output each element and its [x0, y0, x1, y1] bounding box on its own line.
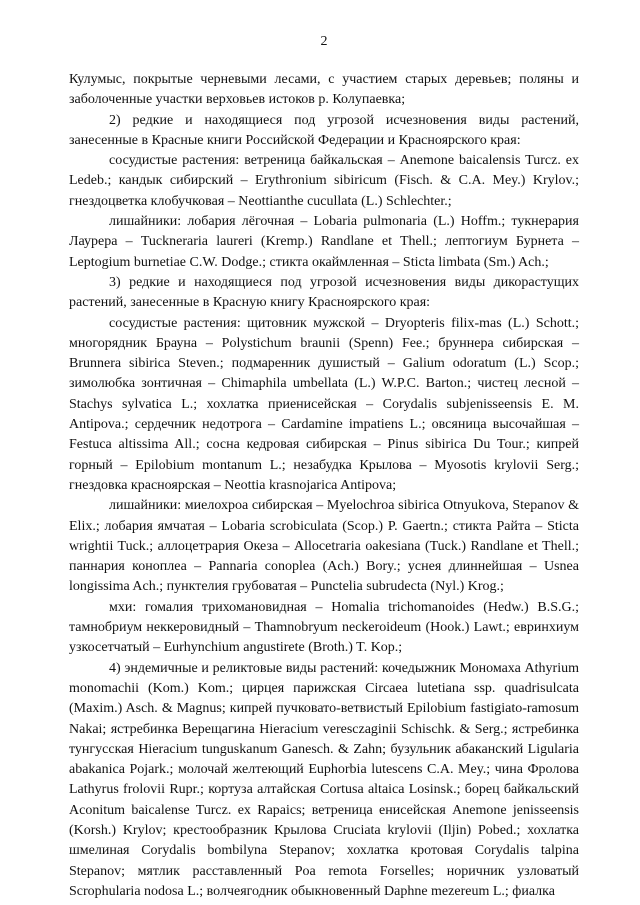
paragraph: лишайники: лобария лёгочная – Lobaria pulmonaria (L.) Hoffm.; тукнерария Лаурера – Tuckneraria laureri (Kremp.) Randlane et Thell.; лептогиум Бурнета – Leptogium burnetiae C.W. Dodge.; стикта окаймленная – Sticta limbata (Sm.) Ach.; [69, 214, 579, 270]
paragraph: 2) редкие и находящиеся под угрозой исчезновения виды растений, занесенные в Красные книги Российской Федерации и Красноярского края: [69, 112, 579, 148]
document-page [69, 32, 579, 902]
paragraph: сосудистые растения: щитовник мужской – Dryopteris filix-mas (L.) Schott.; многорядник Брауна – Polystichum braunii (Spenn) Fee.; бруннера сибирская – Brunnera sibirica Steven.; подмаренник душистый – Galium odoratum (L.) Scop.; зимолюбка зонтичная – Chimaphila umbellata (L.) W.P.C. Barton.; чистец лесной – Stachys sylvatica L.; хохлатка приенисейская – Corydalis subjenisseensis E. M. Antipova.; сердечник недотрога – Cardamine impatiens L.; овсяница высочайшая – Festuca altissima All.; сосна кедровая сибирская – Pinus sibirica Du Tour.; кипрей горный – Epilobium montanum L.; незабудка Крылова – Myosotis krylovii Serg.; гнездовка красноярская – Neottia krasnojarica Antipova; [69, 315, 579, 493]
paragraph: 3) редкие и находящиеся под угрозой исчезновения виды дикорастущих растений, занесенные в Красную книгу Красноярского края: [69, 274, 579, 311]
page-number: 2 [320, 34, 328, 49]
document-body [69, 70, 579, 902]
paragraph: Кулумыс, покрытые черневыми лесами, с участием старых деревьев; поляны и заболоченные участки верховьев истоков р. Колупаевка; [69, 72, 579, 108]
paragraph: мхи: гомалия трихомановидная – Homalia trichomanoides (Hedw.) B.S.G.; тамнобриум неккеровидный – Thamnobryum neckeroideum (Hook.) Lawt.; евринхиум узкосетчатый – Eurhynchium angustirete (Broth.) T. Kop.; [69, 599, 579, 656]
paragraph: лишайники: миелохроа сибирская – Myelochroa sibirica Otnyukova, Stepanov & Elix.; лобария ямчатая – Lobaria scrobiculata (Scop.) P. Gaertn.; стикта Райта – Sticta wrightii Tuck.; аллоцетрария Океза – Allocetraria oakesiana (Tuck.) Randlane et Thell.; паннария коноплеа – Pannaria conoplea (Ach.) Bory.; уснея длиннейшая – Usnea longissima Ach.; пунктелия грубоватая – Punctelia subrudecta (Nyl.) Krog.; [69, 498, 579, 595]
paragraph: 4) эндемичные и реликтовые виды растений: кочедыжник Мономаха Athyrium monomachii (Kom.) Kom.; цирцея парижская Circaea lutetiana ssp. quadrisulcata (Maxim.) Asch. & Magnus; кипрей пучковато-ветвистый Epilobium fastigiato-ramosum Nakai; ястребинка Верещагина Hieracium veresczaginii Schischk. & Serg.; ястребинка тунгусская Hieracium tunguskanum Ganesch. & Zahn; бузульник абаканский Ligularia abakanica Pojark.; молочай желтеющий Euphorbia lutescens C.A. Mey.; чина Фролова Lathyrus frolovii Rupr.; кортуза алтайская Cortusa altaica Losinsk.; борец байкальский Aconitum baicalense Turcz. ex Rapaics; ветреница енисейская Anemone jenisseensis (Korsh.) Krylov; крестообразник Крылова Cruciata krylovii (Iljin) Pobed.; хохлатка шмелиная Corydalis bombilyna Stepanov; хохлатка кротовая Corydalis talpina Stepanov; мятлик расставленный Poa remota Forselles; норичник узловатый Scrophularia nodosa L.; волчеягодник обыкновенный Daphne mezereum L.; фиалка [69, 660, 579, 899]
paragraph: сосудистые растения: ветреница байкальская – Anemone baicalensis Turcz. ex Ledeb.; кандык сибирский – Erythronium sibiricum (Fisch. & C.A. Mey.) Krylov.; гнездоцветка клобучковая – Neottianthe cucullata (L.) Schlechter.; [69, 153, 579, 209]
